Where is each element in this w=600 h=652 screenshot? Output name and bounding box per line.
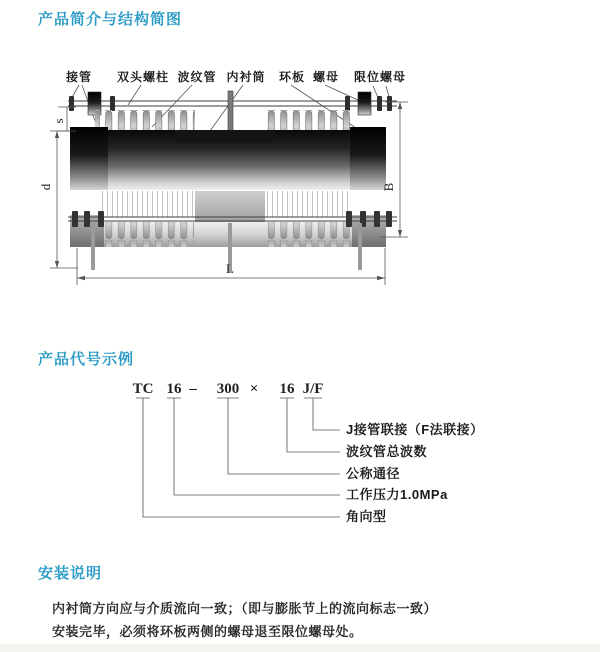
dimension-label-s: s: [51, 118, 66, 124]
install-instruction-line: 内衬筒方向应与介质流向一致；（即与膨胀节上的流向标志一致）: [52, 601, 438, 616]
part-label-connecting-pipe: 接管: [65, 70, 93, 84]
code-segment-pressure: 16: [166, 381, 182, 397]
inner-liner-band: [175, 130, 275, 142]
part-label-nut: 螺母: [312, 70, 340, 84]
part-label-inner-liner: 内衬筒: [226, 70, 266, 84]
code-segment-diameter: 300: [216, 381, 240, 397]
dimension-label-L: L: [226, 261, 234, 276]
install-instruction-line: 安装完毕，必须将环板两侧的螺母退至限位螺母处。: [52, 624, 363, 639]
code-segment-type: TC: [132, 381, 154, 397]
code-segment-dash: –: [189, 381, 197, 397]
callout-working-pressure: 工作压力1.0MPa: [346, 487, 448, 502]
part-label-double-stud: 双头螺柱: [116, 70, 170, 84]
callout-angular-type: 角向型: [346, 509, 387, 524]
hanging-stud: [358, 223, 362, 270]
part-label-ring-plate: 环板: [278, 70, 306, 84]
part-label-limit-nut: 限位螺母: [353, 70, 407, 84]
code-segment-times: ×: [249, 381, 259, 397]
hanging-stud: [91, 223, 95, 270]
callout-nominal-diameter: 公称通径: [346, 466, 401, 481]
product-code-segments: [133, 381, 324, 397]
part-label-bellows: 波纹管: [177, 70, 217, 84]
product-code-diagram: [98, 376, 528, 534]
structure-diagram: [40, 65, 465, 297]
dimension-label-B: B: [381, 182, 396, 192]
bellows-group-right: [263, 110, 351, 133]
section-title-code: 产品代号示例: [38, 351, 135, 368]
dimension-label-d: d: [38, 183, 53, 191]
section-title-intro: 产品简介与结构简图: [38, 11, 183, 28]
code-segment-connection: J/F: [302, 381, 324, 397]
code-callout-labels: [346, 422, 484, 524]
page-bottom-edge: [0, 644, 600, 652]
code-segment-waves: 16: [279, 381, 295, 397]
callout-wave-count: 波纹管总波数: [346, 444, 428, 459]
callout-connection: J接管联接（F法联接）: [346, 422, 484, 437]
joint-body: [70, 127, 386, 190]
diagram-part-labels: [65, 69, 406, 84]
code-callout-lines: [136, 398, 340, 517]
section-title-install: 安装说明: [38, 565, 103, 582]
bellows-group-left: [95, 110, 195, 133]
ring-plate-block: [350, 127, 386, 190]
